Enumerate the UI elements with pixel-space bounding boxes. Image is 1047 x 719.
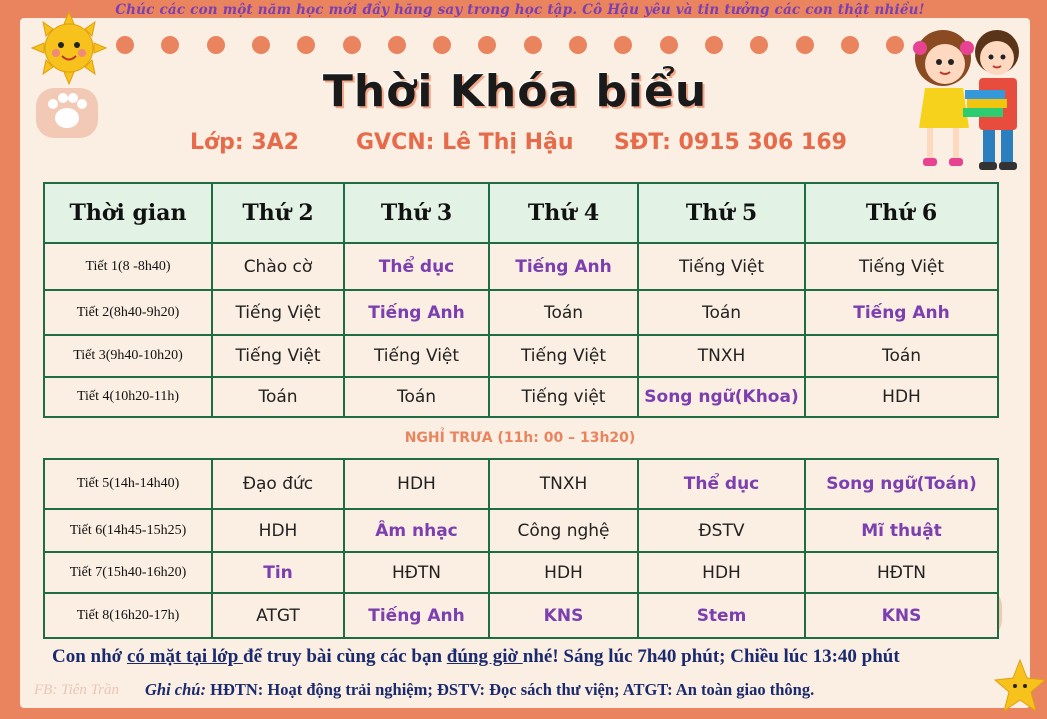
decorative-dot [750,36,768,54]
decorative-dot [388,36,406,54]
subject-cell: TNXH [638,335,805,377]
kids-with-books-illustration [905,8,1035,178]
period-time: Tiết 1(8 -8h40) [44,243,212,290]
header-time: Thời gian [44,183,212,243]
header-day: Thứ 3 [344,183,489,243]
decorative-dot [478,36,496,54]
subject-cell: Đạo đức [212,459,344,509]
subject-cell: Thể dục [344,243,489,290]
subject-cell: Mĩ thuật [805,509,998,552]
table-row [44,377,998,417]
subject-cell: Chào cờ [212,243,344,290]
decorative-dot [841,36,859,54]
subject-cell: Tiếng Việt [638,243,805,290]
timetable-afternoon [43,458,999,639]
table-row [44,335,998,377]
class-label: Lớp: 3A2 [190,130,299,155]
slogan: Chúc các con một năm học mới đầy hăng say trong học tập. Cô Hậu yêu và tin tưởng các con thật nhiều! [115,2,925,18]
table-row [44,459,998,509]
decorative-dot [886,36,904,54]
star-icon [994,658,1046,716]
subject-cell: Tiếng Anh [805,290,998,335]
subject-cell: ATGT [212,593,344,638]
header-day: Thứ 6 [805,183,998,243]
subject-cell: Toán [212,377,344,417]
subject-cell: ĐSTV [638,509,805,552]
subject-cell: Thể dục [638,459,805,509]
subject-cell: Tiếng Anh [489,243,638,290]
subject-cell: TNXH [489,459,638,509]
subject-cell: Tiếng Việt [212,335,344,377]
table-row [44,509,998,552]
decorative-dot [796,36,814,54]
period-time: Tiết 6(14h45-15h25) [44,509,212,552]
subject-cell: Tiếng việt [489,377,638,417]
header-day: Thứ 2 [212,183,344,243]
subject-cell: Tiếng Anh [344,290,489,335]
decorative-dot [297,36,315,54]
table-row [44,243,998,290]
decorative-dot [569,36,587,54]
subject-cell: Toán [489,290,638,335]
decorative-dot [161,36,179,54]
watermark: FB: Tiên Trần [34,682,120,698]
period-time: Tiết 7(15h40-16h20) [44,552,212,593]
decorative-dot [524,36,542,54]
footnote [145,680,814,700]
header-day: Thứ 5 [638,183,805,243]
period-time: Tiết 5(14h-14h40) [44,459,212,509]
period-time: Tiết 4(10h20-11h) [44,377,212,417]
decorative-dot-border [110,36,1030,56]
reminder-underlined: có mặt tại lớp [126,646,244,667]
decorative-dot [252,36,270,54]
timetable-morning [43,182,999,418]
timetable-header-row [44,183,998,243]
phone-label: SĐT: 0915 306 169 [614,130,847,155]
header-day: Thứ 4 [489,183,638,243]
decorative-dot [433,36,451,54]
period-time: Tiết 2(8h40-9h20) [44,290,212,335]
subject-cell: HDH [638,552,805,593]
reminder-underlined: đúng giờ [446,646,523,667]
subject-cell: HĐTN [344,552,489,593]
subject-cell: Tiếng Việt [805,243,998,290]
reminder-part: nhé! Sáng lúc 7h40 phút; Chiều lúc 13:40 phút [522,646,900,667]
subject-cell: KNS [489,593,638,638]
subject-cell: Toán [805,335,998,377]
decorative-dot [705,36,723,54]
subject-cell: Tiếng Việt [489,335,638,377]
subject-cell: Tiếng Anh [344,593,489,638]
footnote-label: Ghi chú: [145,680,206,699]
subject-cell: Stem [638,593,805,638]
decorative-dot [660,36,678,54]
subject-cell: HDH [805,377,998,417]
subject-cell: Toán [344,377,489,417]
subject-cell: Toán [638,290,805,335]
subject-cell: Song ngữ(Toán) [805,459,998,509]
subject-cell: Công nghệ [489,509,638,552]
sun-icon [24,8,114,88]
period-time: Tiết 3(9h40-10h20) [44,335,212,377]
subject-cell: HDH [489,552,638,593]
subject-cell: Tin [212,552,344,593]
table-row [44,552,998,593]
decorative-dot [116,36,134,54]
paw-print-icon [36,88,98,138]
reminder-text [52,646,900,668]
table-row [44,290,998,335]
reminder-part: Con nhớ [52,646,127,667]
subject-cell: HDH [212,509,344,552]
subject-cell: HDH [344,459,489,509]
teacher-label: GVCN: Lê Thị Hậu [356,130,574,155]
decorative-dot [614,36,632,54]
subject-cell: Tiếng Việt [344,335,489,377]
lunch-break-label: NGHỈ TRƯA (11h: 00 – 13h20) [404,430,636,446]
footnote-text: HĐTN: Hoạt động trải nghiệm; ĐSTV: Đọc sách thư viện; ATGT: An toàn giao thông. [205,680,815,699]
subject-cell: Tiếng Việt [212,290,344,335]
subject-cell: HĐTN [805,552,998,593]
decorative-dot [207,36,225,54]
subject-cell: Song ngữ(Khoa) [638,377,805,417]
reminder-part: để truy bài cùng các bạn [243,646,447,667]
decorative-dot [343,36,361,54]
subject-cell: KNS [805,593,998,638]
period-time: Tiết 8(16h20-17h) [44,593,212,638]
subject-cell: Âm nhạc [344,509,489,552]
page-title: Thời Khóa biểu [322,66,708,117]
table-row [44,593,998,638]
